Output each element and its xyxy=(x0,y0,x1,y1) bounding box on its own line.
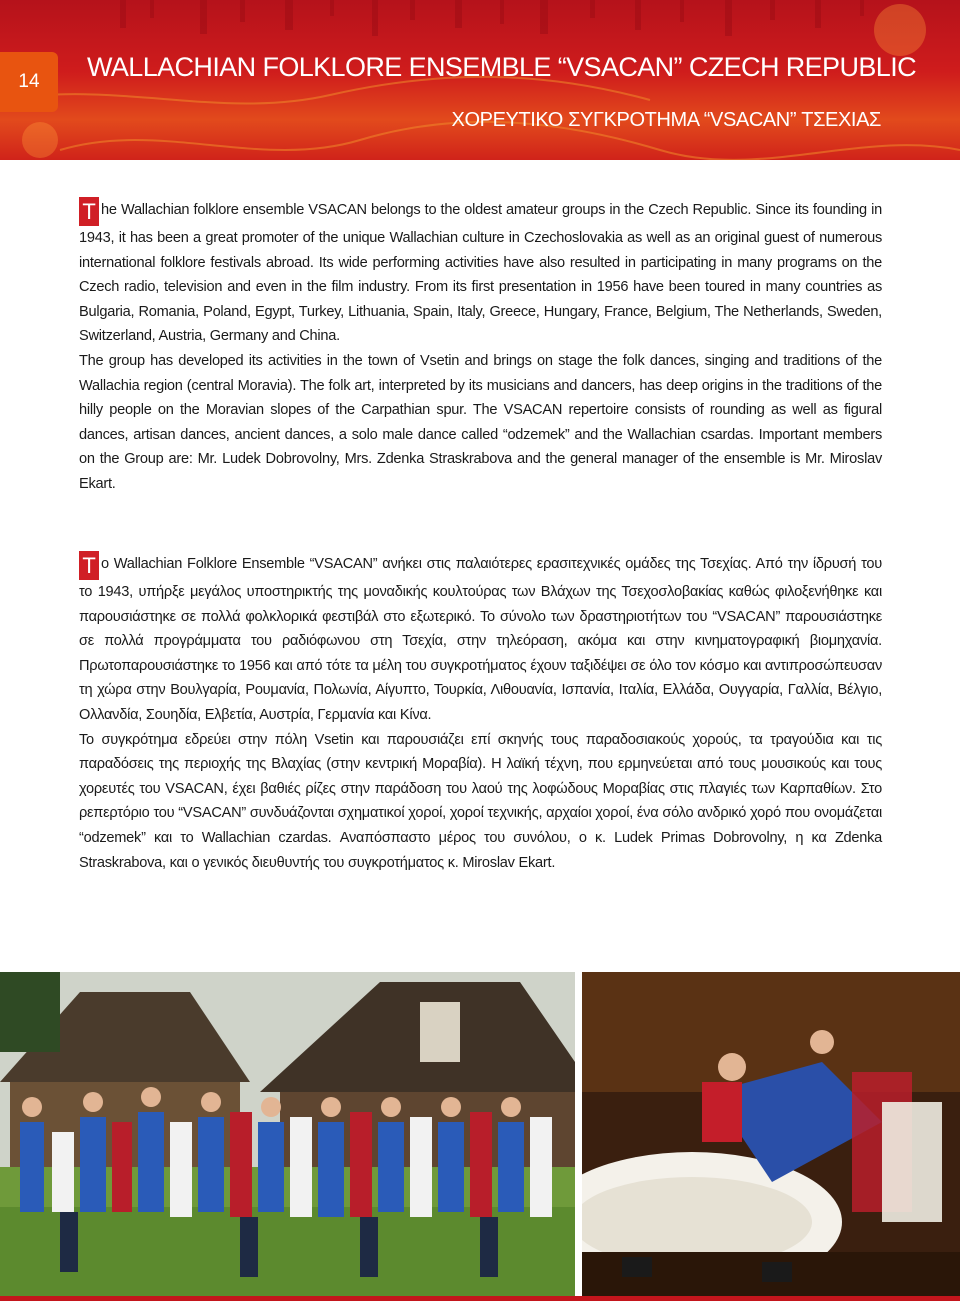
english-dropcap: T xyxy=(79,197,99,226)
page-header xyxy=(0,0,960,160)
greek-paragraph-1 xyxy=(79,551,882,728)
bottom-strip xyxy=(0,1296,960,1301)
greek-paragraph-1-text: ο Wallachian Folklore Ensemble “VSACAN” ανήκει στις παλαιότερες ερασιτεχνικές ομάδες της Τσεχίας. Από την ίδρυσή του το 1943, υπήρξε μεγάλος υποστηρικτής της μοναδικής κουλτούρας των Βλάχων της Τσεχοσλοβακίας καθώς φιλοξενήθηκε και παρουσιάστηκε σε πολλά φολκλορικά φεστιβάλ στο εξωτερικό. Το σύνολο των δραστηριοτήτων του “VSACAN” παρουσιάστηκε σε πολλά προγράμματα του ραδιόφωνου στη Τσεχία, στην τηλεόραση, ακόμα και στην κινηματογραφική βιομηχανία. Πρωτοπαρουσιάστηκε το 1956 και από τότε τα μέλη του συγκροτήματος έχουν ταξιδέψει σε όλο τον κόσμο και αντιπροσώπευσαν τη χώρα στην Βουλγαρία, Ρουμανία, Πολωνία, Αίγυπτο, Τουρκία, Λιθουανία, Ισπανία, Ιταλία, Ελλάδα, Ουγγαρία, Γαλλία, Βέλγιο, Ολλανδία, Σουηδία, Ελβετία, Αυστρία, Γερμανία και Κίνα. xyxy=(79,556,882,723)
photo-outdoor-dancers xyxy=(0,972,575,1301)
photo-stage-dancers xyxy=(582,972,960,1301)
greek-paragraph-2: Το συγκρότημα εδρεύει στην πόλη Vsetin και παρουσιάζει επί σκηνής τους παραδοσιακούς χορούς, τα τραγούδια και τις παραδόσεις της περιοχής της Βλαχίας (στην κεντρική Μοραβία). Η λαϊκή τέχνη, που ερμηνεύεται από τους μουσικούς και τους χορευτές του VSACAN, έχει βαθιές ρίζες στην παράδοση του λαού της λοφώδους Μοραβίας στις πλαγιές των Καρπαθίων. Στο ρεπερτόριο του “VSACAN” συνδυάζονται σχηματικοί χοροί, χοροί τεχνικής, αρχαίοι χοροί, ένα σόλο ανδρικό χορό που ονομάζεται “odzemek” και το Wallachian czardas. Αναπόσπαστο μέρος του συνόλου, ο κ. Ludek Primas Dobrovolny, η κα Zdenka Straskrabova, και ο γενικός διευθυντής του συγκροτήματος κ. Miroslav Ekart. xyxy=(79,731,882,871)
english-text xyxy=(79,197,882,497)
greek-dropcap: Τ xyxy=(79,551,99,580)
english-paragraph-2: The group has developed its activities in the town of Vsetin and brings on stage the folk dances, singing and traditions of the Wallachia region (central Moravia). The folk art, interpreted by its musicians and dancers, has deep origins in the traditions of the hilly people on the Moravian slopes of the Carpathian spur. The VSACAN repertoire consists of rounding as well as figural dances, artisan dances, ancient dances, a solo male dance called “odzemek” and the Wallachian csardas. Important members on the Group are: Mr. Ludek Dobrovolny, Mrs. Zdenka Straskrabova and the general manager of the ensemble is Mr. Miroslav Ekart. xyxy=(79,352,882,492)
english-paragraph-1-text: he Wallachian folklore ensemble VSACAN belongs to the oldest amateur groups in the Czech Republic. Since its founding in 1943, it has been a great promoter of the unique Wallachian culture in Czechoslovakia as well as an original guest of numerous international folklore festivals abroad. Its wide performing activities have also resulted in participating in many programs on the Czech radio, television and even in the film industry. From its first presentation in 1956 have been toured in many countries as Bulgaria, Romania, Poland, Egypt, Turkey, Lithuania, Spain, Italy, Greece, Hungary, France, Belgium, The Netherlands, Sweden, Switzerland, Austria, Germany and China. xyxy=(79,202,882,345)
english-paragraph-1 xyxy=(79,197,882,349)
page-title-greek: ΧΟΡΕΥΤΙΚΟ ΣΥΓΚΡΟΤΗΜΑ “VSACAN” ΤΣΕΧΙΑΣ xyxy=(451,109,881,131)
page-number: 14 xyxy=(0,52,58,112)
greek-text xyxy=(79,551,882,875)
page-title-english: WALLACHIAN FOLKLORE ENSEMBLE “VSACAN” CZECH REPUBLIC xyxy=(87,52,916,82)
